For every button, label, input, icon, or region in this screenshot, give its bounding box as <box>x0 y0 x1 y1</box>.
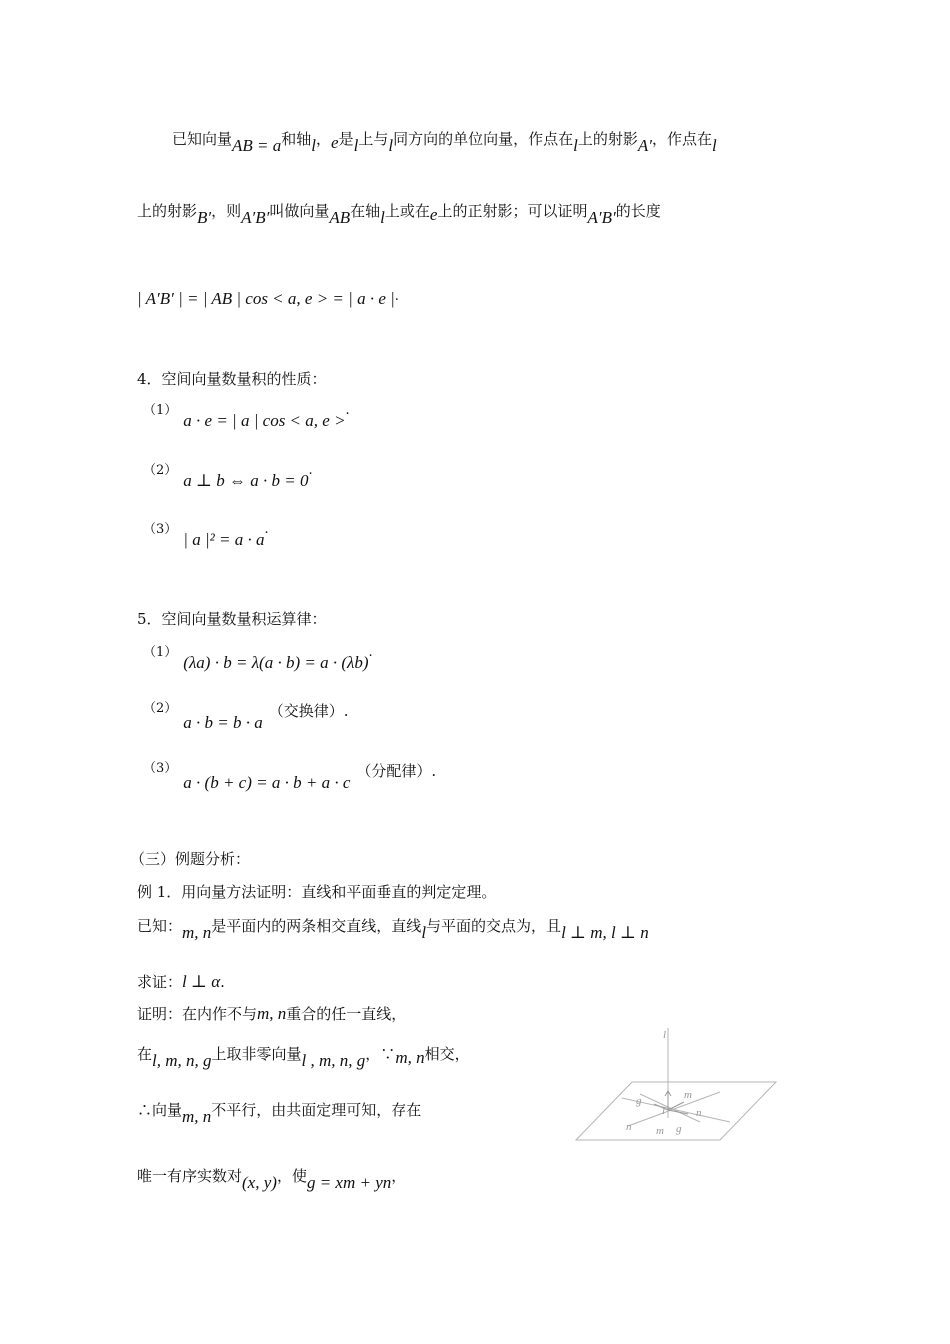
math: l, m, n, g <box>152 1051 212 1070</box>
math: l ⊥ α <box>182 972 221 991</box>
math: a · b = b · a <box>183 713 263 732</box>
math: a · e = | a | cos < a, e > <box>183 411 346 430</box>
given-statement: 已知：m, n是平面内的两条相交直线，直线l与平面的交点为，且l ⊥ m, l ⊥ n <box>137 917 649 942</box>
property-1: （1）a · e = | a | cos < a, e >. <box>143 403 350 430</box>
paragraph-projection-line2: 上的射影B′，则A′B′叫做向量AB在轴l上或在e上的正射影；可以证明A′B′的长度 <box>137 202 661 227</box>
math: l <box>421 923 427 942</box>
label-m: m <box>684 1089 692 1101</box>
math: l , m, n, g <box>301 1051 366 1070</box>
property-3: （3）| a |² = a · a. <box>143 522 269 549</box>
proof-line-1: 证明：在内作不与m, n重合的任一直线， <box>137 1004 407 1023</box>
math: (λa) · b = λ(a · b) = a · (λb) <box>183 653 369 672</box>
math: | a |² = a · a <box>183 530 265 549</box>
math: l <box>388 136 394 155</box>
math: m, n <box>257 1004 287 1023</box>
law-1: （1）(λa) · b = λ(a · b) = a · (λb). <box>143 645 373 672</box>
line-m <box>628 1092 720 1126</box>
proof-line-3: ∴向量m, n不平行，由共面定理可知，存在 <box>137 1101 422 1126</box>
paragraph-projection-line1: 已知向量AB = a和轴l，e是l上与l同方向的单位向量，作点在l上的射影A′，作点在l <box>172 130 717 155</box>
label-n-right: n <box>696 1107 702 1119</box>
math: AB = a <box>232 136 282 155</box>
math: AB <box>329 208 351 227</box>
math: B′ <box>197 208 212 227</box>
math: l <box>573 136 578 155</box>
math: l <box>380 208 385 227</box>
math: g = xm + yn <box>306 1173 392 1192</box>
label-l-top: l <box>663 1029 667 1041</box>
plane-vectors-figure <box>570 1022 785 1147</box>
math: | A′B′ | = | AB | cos < a, e > = | a · e | <box>137 289 395 308</box>
math: e <box>331 133 339 152</box>
examples-heading: （三）例题分析： <box>130 850 251 868</box>
math: l ⊥ m, l ⊥ n <box>561 923 649 942</box>
proof-line-4: 唯一有序实数对(x, y)，使g = xm + yn， <box>137 1167 407 1192</box>
proof-line-2: 在l, m, n, g上取非零向量l , m, n, g，∵m, n相交， <box>137 1045 470 1070</box>
label-g-left: g <box>636 1095 642 1107</box>
label-l-mid: l <box>662 1105 666 1117</box>
math: m, n <box>182 1107 212 1126</box>
math: l <box>353 136 359 155</box>
math: a ⊥ b ⇔ a · b = 0 <box>183 471 309 490</box>
math: A′B′ <box>241 208 270 227</box>
law-3-distributive: （3）a · (b + c) = a · b + a · c（分配律）. <box>143 761 437 792</box>
to-prove-statement: 求证：l ⊥ α. <box>137 972 225 991</box>
vector-arrow <box>654 1104 668 1110</box>
property-2: （2）a ⊥ b ⇔ a · b = 0. <box>143 463 313 490</box>
math: a · (b + c) = a · b + a · c <box>183 773 351 792</box>
formula-projection-length: | A′B′ | = | AB | cos < a, e > = | a · e |. <box>137 289 399 308</box>
label-m-low: m <box>656 1125 664 1137</box>
math: e <box>429 205 438 224</box>
math: m, n <box>182 923 212 942</box>
math: A′ <box>637 136 652 155</box>
label-n-left: n <box>626 1121 632 1133</box>
section-5-title: 5．空间向量数量积运算律： <box>137 610 327 628</box>
section-4-title: 4．空间向量数量积的性质： <box>137 370 327 388</box>
math: l <box>711 136 717 155</box>
math: l <box>311 136 317 155</box>
law-2-commutative: （2）a · b = b · a（交换律）. <box>143 701 349 732</box>
math: (x, y) <box>242 1173 277 1192</box>
label-g-low: g <box>676 1123 682 1135</box>
math: m, n <box>395 1048 425 1067</box>
example-1-title: 例 1．用向量方法证明：直线和平面垂直的判定定理。 <box>137 883 497 901</box>
math: A′B′ <box>587 208 616 227</box>
